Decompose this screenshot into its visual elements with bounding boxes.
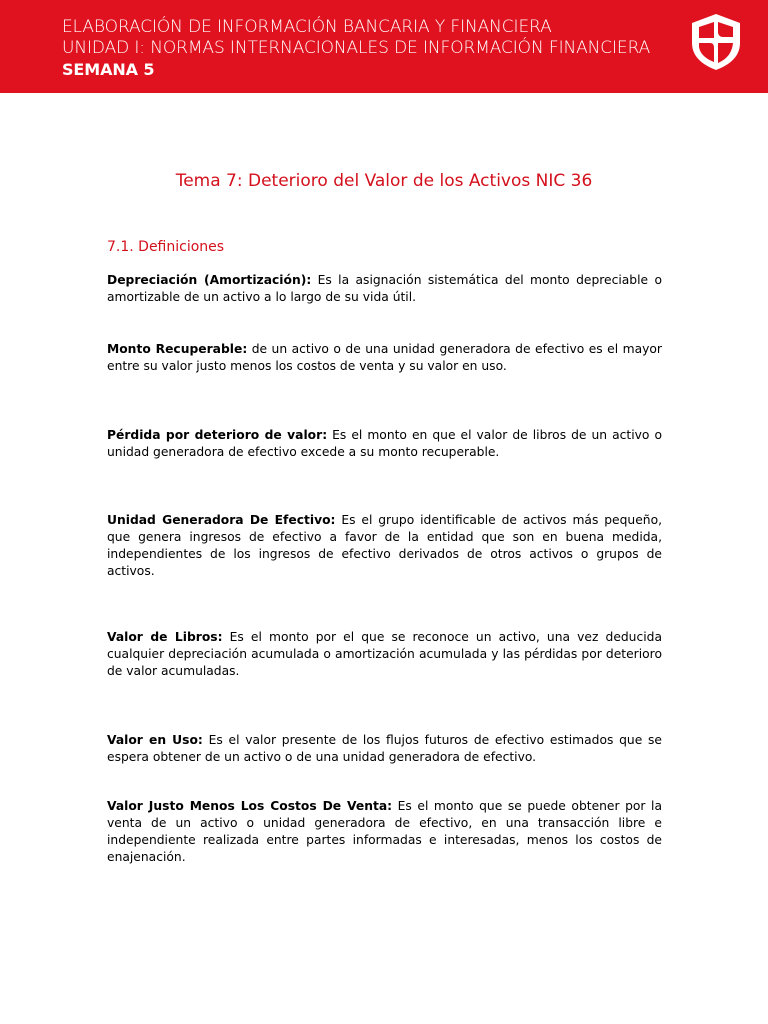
course-title: ELABORACIÓN DE INFORMACIÓN BANCARIA Y FINANCIERA <box>62 17 552 37</box>
definition-term: Valor en Uso: <box>107 733 203 747</box>
definition-term: Monto Recuperable: <box>107 342 248 356</box>
definition-unidad-generadora <box>107 512 662 580</box>
definition-perdida-deterioro <box>107 427 662 461</box>
section-heading: 7.1. Definiciones <box>107 239 225 255</box>
definition-valor-libros <box>107 629 662 680</box>
definition-valor-uso <box>107 732 662 766</box>
definition-text: Es el monto por el que se reconoce un activo, una vez deducida cualquier depreciación acumulada o amortización acumulada y las pérdidas por deterioro de valor acumuladas. <box>107 630 662 678</box>
definition-text: Es la asignación sistemática del monto depreciable o amortizable de un activo a lo largo de su vida útil. <box>107 273 662 304</box>
week-label: SEMANA 5 <box>62 60 155 79</box>
definition-term: Pérdida por deterioro de valor: <box>107 428 328 442</box>
definition-text: Es el valor presente de los flujos futuros de efectivo estimados que se espera obtener de un activo o de una unidad generadora de efectivo. <box>107 733 662 764</box>
definition-text: Es el grupo identificable de activos más pequeño, que genera ingresos de efectivo a favor de la entidad que son en buena medida, independientes de los ingresos de efectivo derivados de otros activos o grupos de activos. <box>107 513 663 578</box>
definition-text: Es el monto en que el valor de libros de un activo o unidad generadora de efectivo excede a su monto recuperable. <box>107 428 662 459</box>
definition-term: Valor Justo Menos Los Costos De Venta: <box>107 799 393 813</box>
definition-term: Valor de Libros: <box>107 630 223 644</box>
definition-monto-recuperable <box>107 341 662 375</box>
definition-text: Es el monto que se puede obtener por la venta de un activo o unidad generadora de efectivo, en una transacción libre e independiente realizada entre partes informadas e interesadas, menos los costos de enajenación. <box>107 799 662 864</box>
definition-valor-justo <box>107 798 662 866</box>
definition-term: Unidad Generadora De Efectivo: <box>107 513 336 527</box>
definition-text: de un activo o de una unidad generadora de efectivo es el mayor entre su valor justo menos los costos de venta y su valor en uso. <box>107 342 662 373</box>
definition-term: Depreciación (Amortización): <box>107 273 312 287</box>
page-title: Tema 7: Deterioro del Valor de los Activos NIC 36 <box>175 171 593 191</box>
page-header <box>0 0 768 93</box>
definition-depreciacion <box>107 272 662 306</box>
shield-logo-icon <box>690 13 742 71</box>
header-text <box>62 17 650 80</box>
unit-title: UNIDAD I: NORMAS INTERNACIONALES DE INFORMACIÓN FINANCIERA <box>62 38 651 58</box>
